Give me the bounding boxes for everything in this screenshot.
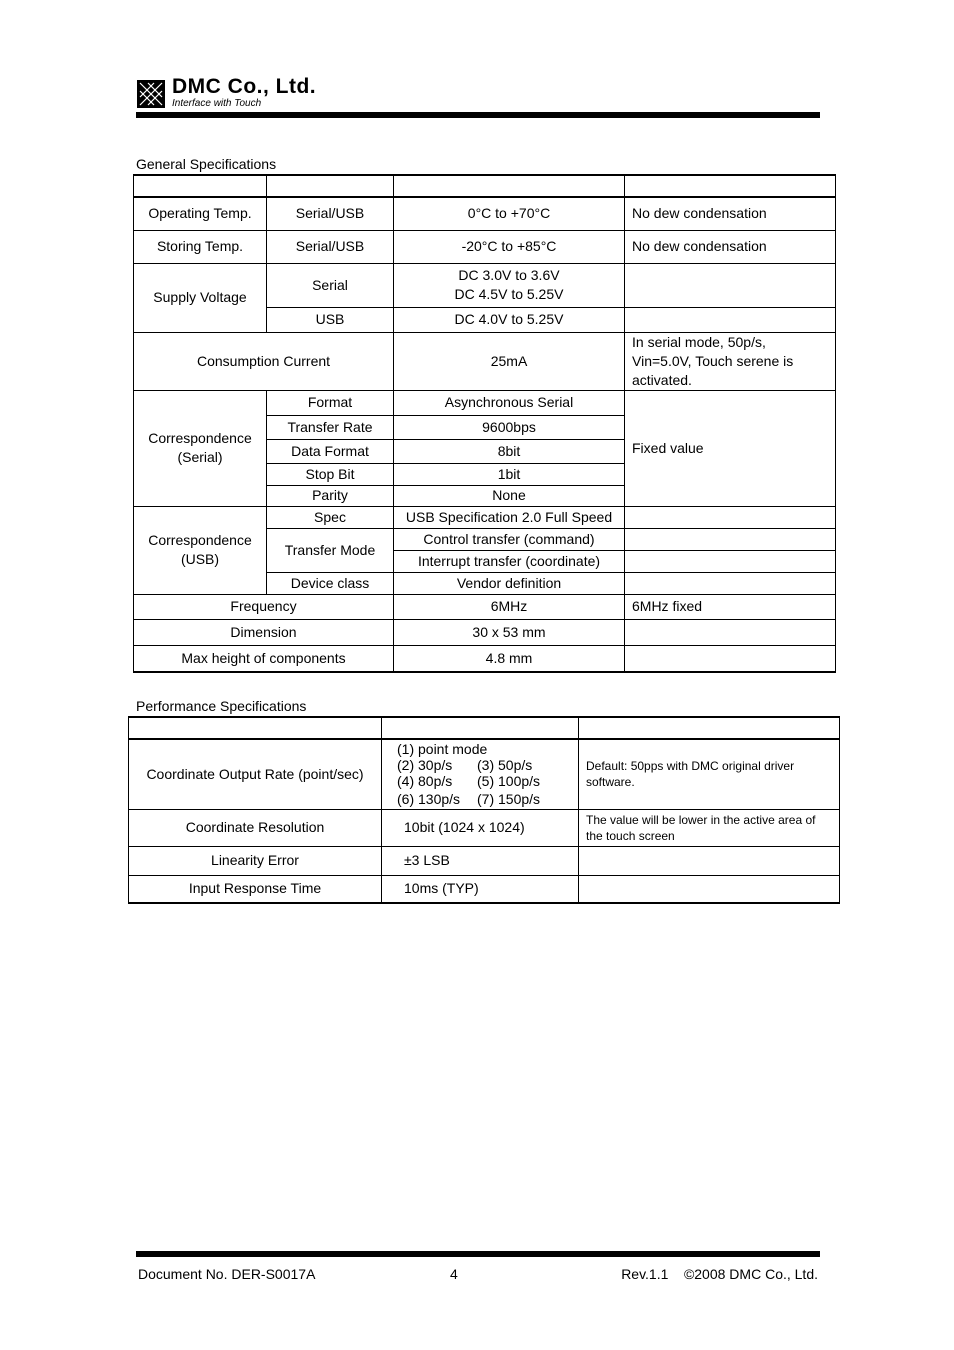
header-rule [136,112,820,118]
spec-item: Correspondence (USB) [134,506,267,594]
table-header-row [134,175,836,197]
perf-item: Coordinate Output Rate (point/sec) [129,739,382,809]
spec-interface: Transfer Rate [267,415,394,439]
general-specs-table [133,174,836,673]
table-row [134,230,836,263]
spec-value: None [394,485,625,506]
spec-note [625,572,836,594]
spec-item: Frequency [134,594,394,619]
table-row [134,619,836,645]
perf-note: Default: 50pps with DMC original driver software. [579,739,840,809]
general-specs-title: General Specifications [136,156,277,172]
spec-value: 0°C to +70°C [394,197,625,230]
perf-item: Coordinate Resolution [129,809,382,846]
table-row [129,739,840,809]
spec-value: 9600bps [394,415,625,439]
spec-note [625,263,836,307]
perf-value [382,739,579,809]
spec-item: Operating Temp. [134,197,267,230]
rate-option: (6) 130p/s [397,791,461,808]
spec-note: Fixed value [625,390,836,506]
footer-rule [136,1251,820,1257]
spec-interface: Serial [267,263,394,307]
table-row [129,846,840,875]
spec-interface: Device class [267,572,394,594]
perf-note [579,846,840,875]
spec-interface: Serial/USB [267,197,394,230]
spec-value-line: DC 3.0V to 3.6V [458,267,560,283]
rate-option: (2) 30p/s [397,757,453,774]
table-header-row [129,717,840,739]
spec-item: Dimension [134,619,394,645]
rate-option: (7) 150p/s [477,791,541,808]
spec-value [394,263,625,307]
spec-value: USB Specification 2.0 Full Speed [394,506,625,528]
table-row [134,594,836,619]
company-name: DMC Co., Ltd. [172,75,317,98]
spec-note [625,550,836,572]
rate-option-row [397,791,571,807]
spec-value: 1bit [394,463,625,485]
logo-mark-icon [136,77,168,109]
table-row [129,809,840,846]
spec-interface: Parity [267,485,394,506]
spec-value: Vendor definition [394,572,625,594]
spec-interface: Spec [267,506,394,528]
spec-note [625,528,836,550]
spec-value: 4.8 mm [394,645,625,672]
spec-item: Correspondence (Serial) [134,390,267,506]
spec-note [625,619,836,645]
spec-value: 8bit [394,439,625,463]
rate-option: (5) 100p/s [477,773,541,790]
table-row [134,332,836,390]
spec-interface: Transfer Mode [267,528,394,572]
table-row [134,645,836,672]
spec-item: Supply Voltage [134,263,267,332]
spec-note: No dew condensation [625,230,836,263]
spec-value: DC 4.0V to 5.25V [394,307,625,332]
spec-value: Control transfer (command) [394,528,625,550]
spec-interface: Format [267,390,394,415]
table-row [129,875,840,903]
spec-interface: Data Format [267,439,394,463]
spec-interface: USB [267,307,394,332]
spec-item: Consumption Current [134,332,394,390]
spec-interface: Stop Bit [267,463,394,485]
spec-note [625,307,836,332]
rate-option-row [397,773,571,789]
spec-interface: Serial/USB [267,230,394,263]
company-tagline: Interface with Touch [172,98,262,109]
spec-item: Storing Temp. [134,230,267,263]
company-logo [136,77,346,111]
spec-value: 25mA [394,332,625,390]
perf-item: Linearity Error [129,846,382,875]
spec-note [625,645,836,672]
performance-specs-table [128,716,840,904]
spec-value: 30 x 53 mm [394,619,625,645]
page-number: 4 [450,1266,458,1282]
perf-note: The value will be lower in the active area of the touch screen [579,809,840,846]
table-row [134,390,836,415]
revision-copyright: Rev.1.1 ©2008 DMC Co., Ltd. [621,1266,818,1282]
spec-note: No dew condensation [625,197,836,230]
spec-note: In serial mode, 50p/s, Vin=5.0V, Touch serene is activated. [625,332,836,390]
perf-value: 10ms (TYP) [382,875,579,903]
spec-note: 6MHz fixed [625,594,836,619]
spec-value-line: DC 4.5V to 5.25V [454,286,564,302]
spec-value: 6MHz [394,594,625,619]
perf-item: Input Response Time [129,875,382,903]
rate-option: (4) 80p/s [397,773,453,790]
performance-specs-title: Performance Specifications [136,698,307,714]
table-row [134,506,836,528]
spec-value: Interrupt transfer (coordinate) [394,550,625,572]
rate-option: (3) 50p/s [477,757,533,774]
spec-note [625,506,836,528]
perf-value: 10bit (1024 x 1024) [382,809,579,846]
spec-item: Max height of components [134,645,394,672]
table-row [134,197,836,230]
rate-options [389,741,571,807]
perf-note [579,875,840,903]
spec-value: -20°C to +85°C [394,230,625,263]
rate-option: (1) point mode [397,741,488,758]
spec-value: Asynchronous Serial [394,390,625,415]
perf-value: ±3 LSB [382,846,579,875]
document-number: Document No. DER-S0017A [138,1266,316,1282]
rate-option-row [397,757,571,773]
table-row [134,263,836,307]
